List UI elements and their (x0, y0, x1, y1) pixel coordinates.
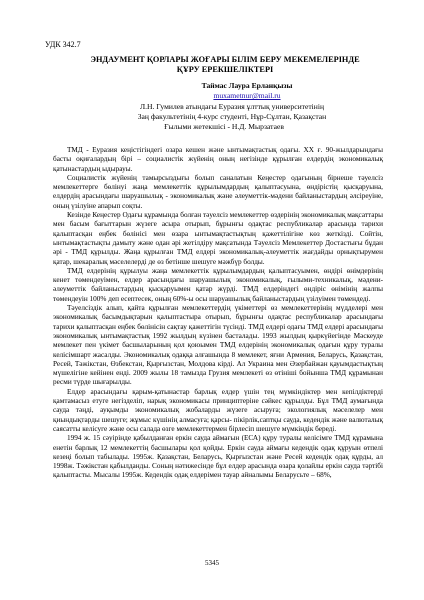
body-paragraph: ТМД - Еуразия кеңістігіндегі озара кешен және ынтымақтастық одағы. XX ғ. 90-жылдарындағы басты оқиғалардың бірі – социалистік жүйенің оның негізінде құрылған елдердің экономикалық қатынастардың ыдырауы. (53, 146, 383, 173)
body-paragraph: 1994 ж. 15 сәуірінде қабылданған еркін сауда аймағын (ЕСА) құру туралы келісімге ТМД құрамына енетін барлық 12 мемлекеттің басшылары қол қойды. Еркін сауда аймағы кедендік одақ құруын өтпелі кезеңі болып табылады. 1995ж. Қазақстан, Беларусь, Қырғызстан және Ресей кедендік одақ құрды, ал 1998ж. Тәжікстан қабылданды. Соның нәтижесінде бұл елдер арасында өзара қолайлы еркін сауда тәртібі қалыптасты. Мысалы 1995ж. Кедендік одақ елдерімен тауар айналымы Беларусьте – 68%, (53, 434, 383, 480)
udk-code: УДК 342.7 (45, 40, 81, 49)
author-email-link[interactable]: muxametnur@mail.ru (213, 91, 281, 100)
body-paragraph: Кезінде Кеңестер Одағы құрамында болған тәуелсіз мемлекеттер өздерінің экономикалық мақсаттары мен басым бағыттарын жүзеге асыра отырып, бұрынғы одақтас республикалар арасында тарихи қалыптасқан еңбек бөлінісі мен өзара ынтымақтастықтың қажеттілігіне көз жеткізді. Сойтін, ынтымақтастықты дамыту және одан әрі жетілдіру мақсатында Тәуелсіз Мемлекеттер Достастығы бұдан әрі - ТМД құрылды. Жаңа құрылған ТМД елдері экономикалық-әлеуметтік жағдайды орнықтырумен қатар, шекаралық мәселелерді де өз бетінше шешуге мәжбүр болды. (53, 211, 383, 266)
body-paragraph: Тәуелсіздік алып, қайта құрылған мемлекеттердің үкіметтері өз мемлекеттерінің мүдделері мен экономикалық басымдықтарын қалыптастыра отырып, бұрынғы одақтас республикалар арасындағы тарихи қалыптасқан еңбек бөлінісін сақтау қажеттігін түсінді. ТМД елдері одағы ТМД елдері арасындағы экономикалық ынтымақтастық 1992 жылдың күзінен басталады. 1993 жылдың қыркүйегінде Мәскеуде мемлекет пен үкімет басшыларының қол қоюымен ТМД елдерінің экономикалық одағын құру туралы келісімшарт жасалды. Экономикалық одаққа алғашында 8 мемлекет, яғни Армения, Беларусь, Қазақстан, Ресей, Тәжікстан, Өзбекстан, Қырғызстан, Молдова кірді. Ал Украина мен Әзербайжан қауымдастықтың мүшелігіне кейінен енді. 2009 жылы 18 тамызда Грузия мемлекеті өз өтініші бойынша ТМД құрамынан ресми түрде шығарылды. (53, 304, 383, 387)
body-paragraph: Елдер арасындағы қарым-қатынастар барлық елдер үшін тең мүмкіндіктер мен кепілдіктерді қамтамасыз етуге негізделіп, нарық экономикасы принциптеріне сәйкес құрылды. Бұл ТМД аумағында сауда тәңді, ауқымды экономикалық жобаларды жүзеге асыруға; экологиялық мәселелер мен қиындықтарды шешуге; жұмыс күшінің алмасуға; қарсы- пікірлік,саптқы сауда, кедендік және валюталық саясатты келісуге және осы салада өзге мемлекеттермен бірлесіп шешуге мүмкіндік береді. (53, 387, 383, 433)
affiliation-line1: Л.Н. Гумилев атындағы Еуразия ұлттық университетінің (139, 102, 325, 111)
page-number: 5345 (205, 559, 219, 567)
body-paragraph: Социалистік жүйенің тамырсыздығы болып саналатын Кеңестер одағының бірнеше тәуелсіз мемлекеттерге бөлінуі жаңа мемлекеттік құрылымдардың қалыптасуына, өндірістің қысқаруына, елдердің арасындағы шаруашылық - экономикалық және әлеуметтік-мәдени байланыстардың әлсіреуіне, оның үзілуіне апарып соқты. (53, 173, 383, 210)
author-name: Таймас Лаура Ерланқызы (201, 81, 293, 90)
paper-title-line2: ҚҰРУ ЕРЕКШЕЛІКТЕРІ (176, 65, 274, 74)
body-paragraph: ТМД елдерінің құрылуы жаңа мемлекеттік құрылымдардың қалыптасуымен, өндірі өнімдерінің кенет төмендеуімен, елдер арасындағы шаруашылық экономикалық, ғылыми-техникалық, мәдени-әлеуметтік байланыстардың қысқаруымен қатар жүрді. ТМД елдеріндегі өндіріс өнімінің жалпы төмендеуін 100% деп есептесек, оның 60%-ы осы шаруашылық байланыстардың үзілуімен төмендеді. (53, 266, 383, 303)
article-body (53, 146, 383, 481)
affiliation-line2: Заң факультетінің 4-курс студенті, Нұр-Сұлтан, Қазақстан (137, 112, 327, 121)
paper-title-line1: ЭНДАУМЕНТ ҚОРЛАРЫ ЖОҒАРЫ БІЛІМ БЕРУ МЕКЕМЕЛЕРІНДЕ (90, 55, 360, 64)
advisor: Ғылыми жетекшісі - Н.Д. Мырзатаев (164, 122, 284, 131)
